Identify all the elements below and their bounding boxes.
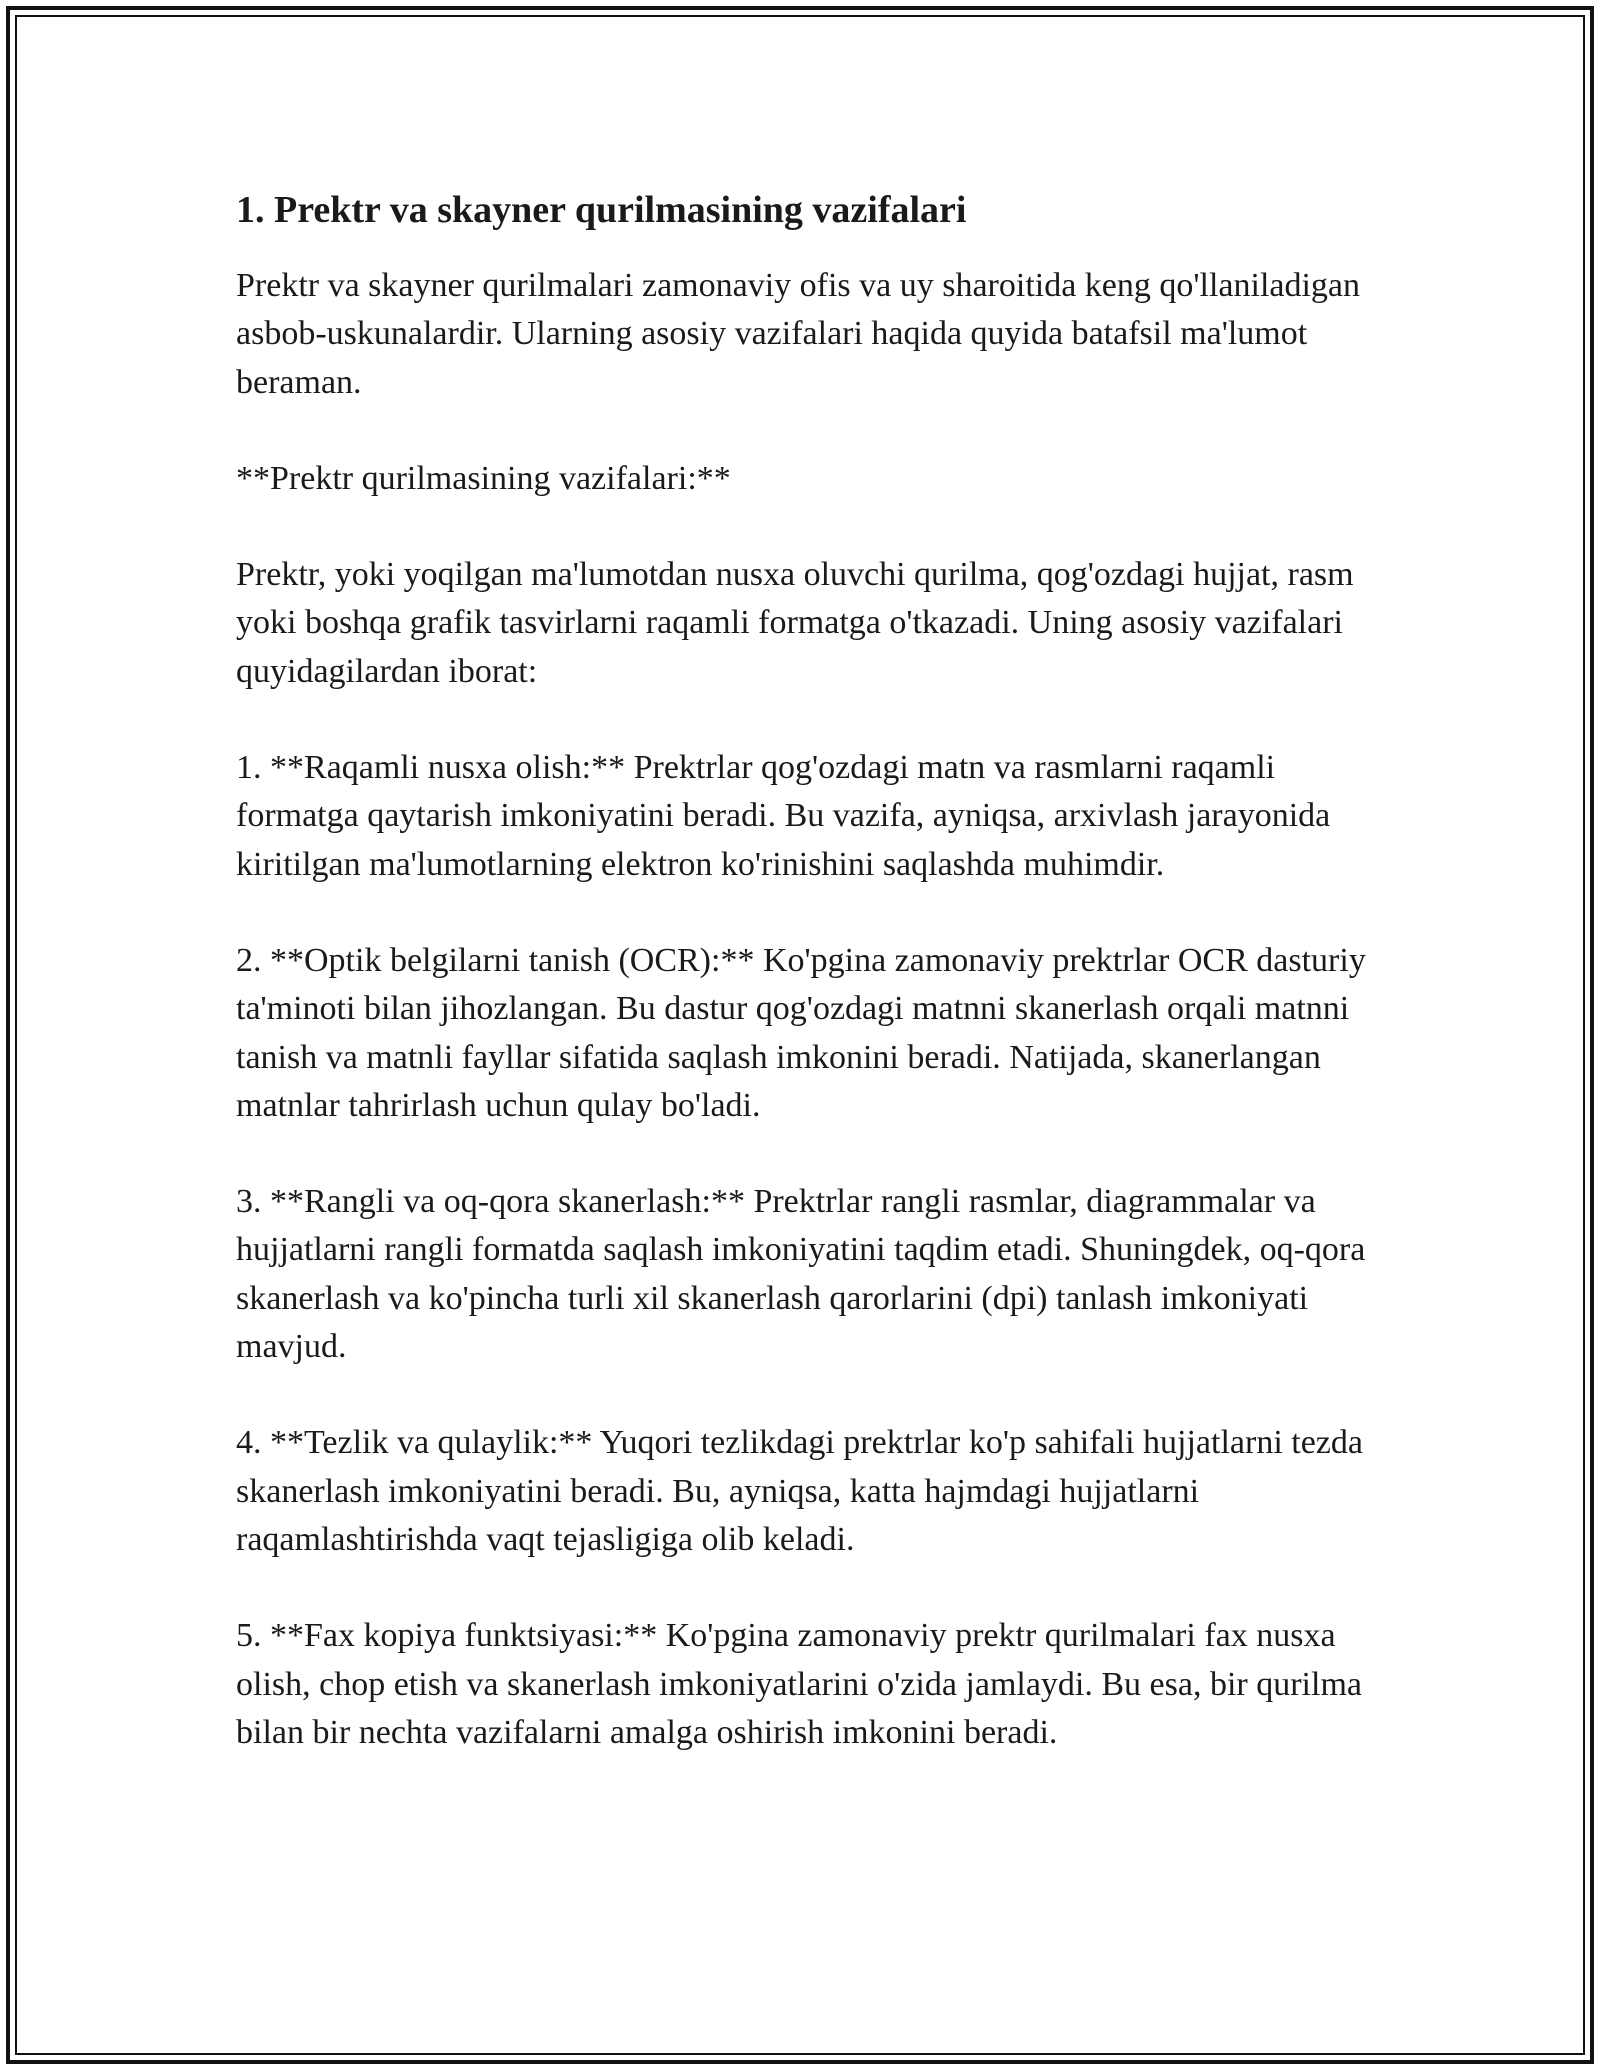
definition-paragraph: Prektr, yoki yoqilgan ma'lumotdan nusxa oluvchi qurilma, qog'ozdagi hujjat, rasm yoki boshqa grafik tasvirlarni raqamli formatga o'tkazadi. Uning asosiy vazifalari quyidagilardan iborat: [236,556,1363,690]
list-item-paragraph-4: 4. **Tezlik va qulaylik:** Yuqori tezlikdagi prektrlar ko'p sahifali hujjatlarni tezda skanerlash imkoniyatini beradi. Bu, ayniqsa, katta hajmdagi hujjatlarni raqamlashtirishda vaqt tejasligiga olib keladi. [236,1424,1372,1558]
section-heading-paragraph: **Prektr qurilmasining vazifalari:** [236,459,731,497]
intro-paragraph: Prektr va skayner qurilmalari zamonaviy ofis va uy sharoitida keng qo'llaniladigan asbob-uskunalardir. Ularning asosiy vazifalari haqida quyida batafsil ma'lumot beraman. [236,267,1369,401]
list-item-paragraph-2: 2. **Optik belgilarni tanish (OCR):** Ko'pgina zamonaviy prektrlar OCR dasturiy ta'minoti bilan jihozlangan. Bu dastur qog'ozdagi matnni skanerlash orqali matnni tanish va matnli fayllar sifatida saqlash imkonini beradi. Natijada, skanerlangan matnlar tahrirlash uchun qulay bo'ladi. [236,941,1375,1124]
list-item-paragraph-3: 3. **Rangli va oq-qora skanerlash:** Prektrlar rangli rasmlar, diagrammalar va hujjatlarni rangli formatda saqlash imkoniyatini taqdim etadi. Shuningdek, oq-qora skanerlash va ko'pincha turli xil skanerlash qarorlarini (dpi) tanlash imkoniyati mavjud. [236,1183,1374,1366]
list-item-paragraph-1: 1. **Raqamli nusxa olish:** Prektrlar qog'ozdagi matn va rasmlarni raqamli formatga qaytarish imkoniyatini beradi. Bu vazifa, ayniqsa, arxivlash jarayonida kiritilgan ma'lumotlarning elektron ko'rinishini saqlashda muhimdir. [236,749,1339,883]
document-title: 1. Prektr va skayner qurilmasining vazifalari [236,189,967,231]
list-item-paragraph-5: 5. **Fax kopiya funktsiyasi:** Ko'pgina zamonaviy prektr qurilmalari fax nusxa olish, chop etish va skanerlash imkoniyatlarini o'zida jamlaydi. Bu esa, bir qurilma bilan bir nechta vazifalarni amalga oshirish imkonini beradi. [236,1617,1371,1751]
document-body [236,186,1396,1805]
